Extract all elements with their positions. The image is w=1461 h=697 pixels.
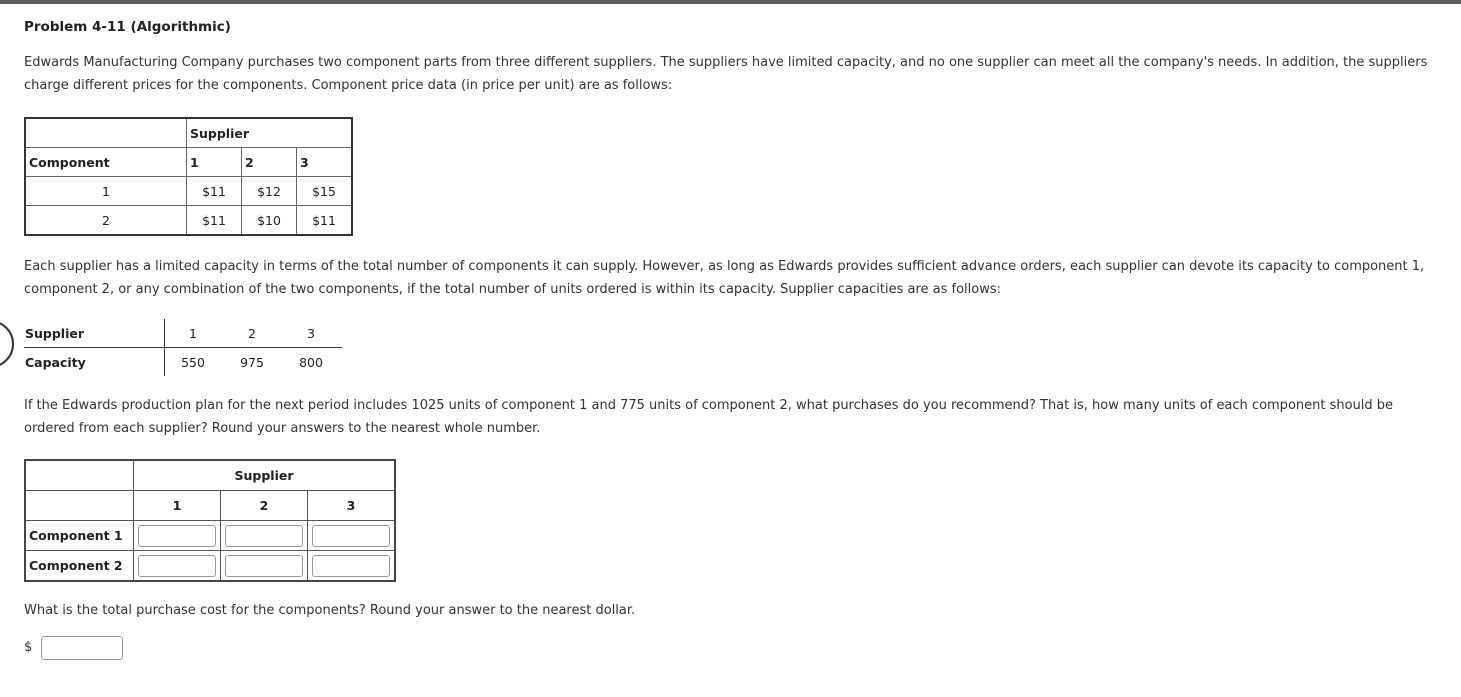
answer-row-label: Component 1 bbox=[25, 521, 134, 551]
component-1-supplier-2-input[interactable] bbox=[225, 525, 303, 547]
price-supplier-col: 3 bbox=[297, 148, 353, 177]
capacity-value: 975 bbox=[240, 354, 264, 370]
top-border bbox=[0, 0, 1461, 4]
price-cell: $11 bbox=[187, 177, 242, 206]
answer-table-blank bbox=[25, 491, 134, 521]
intro-line-1: Edwards Manufacturing Company purchases two component parts from three different suppliers. The suppliers have limited capacity, and no one supplier can meet all the company's needs. In addition, the suppliers bbox=[24, 55, 1428, 70]
capacity-line-1: Each supplier has a limited capacity in terms of the total number of components it can supply. However, as long as Edwards provides sufficient advance orders, each supplier can devote its capacity to component 1, bbox=[24, 259, 1425, 274]
answer-supplier-header: Supplier bbox=[134, 460, 396, 491]
answer-table-corner bbox=[25, 460, 134, 491]
capacity-line-2: component 2, or any combination of the two components, if the total number of units ordered is within its capacity. Supplier capacities are as follows: bbox=[24, 282, 1002, 297]
question-2: What is the total purchase cost for the components? Round your answer to the nearest dollar. bbox=[24, 603, 636, 618]
currency-symbol: $ bbox=[24, 640, 33, 655]
capacity-supplier-num: 3 bbox=[283, 319, 342, 348]
component-1-supplier-1-input[interactable] bbox=[138, 525, 216, 547]
price-component-header: Component bbox=[25, 148, 187, 177]
answer-row bbox=[25, 521, 395, 551]
problem-title: Problem 4-11 (Algorithmic) bbox=[24, 19, 231, 35]
component-2-supplier-2-input[interactable] bbox=[225, 555, 303, 577]
capacity-label: Capacity bbox=[24, 348, 165, 377]
price-row-component: 2 bbox=[25, 206, 187, 236]
answer-row-label: Component 2 bbox=[25, 551, 134, 582]
price-supplier-col: 1 bbox=[187, 148, 242, 177]
answer-row bbox=[25, 551, 395, 582]
price-cell: $11 bbox=[297, 206, 353, 236]
capacity-table bbox=[24, 319, 342, 376]
intro-paragraph bbox=[24, 51, 1454, 97]
question-1-line-2: ordered from each supplier? Round your answers to the nearest whole number. bbox=[24, 421, 541, 436]
component-2-supplier-3-input[interactable] bbox=[312, 555, 390, 577]
capacity-value: 800 bbox=[299, 354, 323, 370]
capacity-supplier-num: 1 bbox=[165, 319, 225, 348]
price-cell: $12 bbox=[242, 177, 297, 206]
price-supplier-col: 2 bbox=[242, 148, 297, 177]
intro-line-2: charge different prices for the components. Component price data (in price per unit) are as follows: bbox=[24, 78, 673, 93]
capacity-supplier-label: Supplier bbox=[24, 319, 165, 348]
component-1-supplier-3-input[interactable] bbox=[312, 525, 390, 547]
answer-table bbox=[24, 459, 396, 582]
price-supplier-header: Supplier bbox=[187, 118, 353, 148]
price-cell: $11 bbox=[187, 206, 242, 236]
answer-supplier-col: 2 bbox=[221, 491, 308, 521]
left-edge-circle bbox=[0, 320, 14, 368]
price-cell: $10 bbox=[242, 206, 297, 236]
answer-supplier-col: 1 bbox=[134, 491, 221, 521]
price-row-component: 1 bbox=[25, 177, 187, 206]
price-table bbox=[24, 117, 353, 236]
question-1-line-1: If the Edwards production plan for the next period includes 1025 units of component 1 and 775 units of component 2, what purchases do you recommend? That is, how many units of each component should be bbox=[24, 398, 1394, 413]
price-cell: $15 bbox=[297, 177, 353, 206]
price-row bbox=[25, 177, 352, 206]
total-cost-input[interactable] bbox=[41, 636, 123, 660]
capacity-supplier-num: 2 bbox=[224, 319, 283, 348]
capacity-value: 550 bbox=[181, 354, 205, 370]
price-row bbox=[25, 206, 352, 236]
answer-supplier-col: 3 bbox=[308, 491, 396, 521]
component-2-supplier-1-input[interactable] bbox=[138, 555, 216, 577]
price-table-corner bbox=[25, 118, 187, 148]
capacity-paragraph bbox=[24, 255, 1454, 301]
question-1 bbox=[24, 394, 1454, 440]
